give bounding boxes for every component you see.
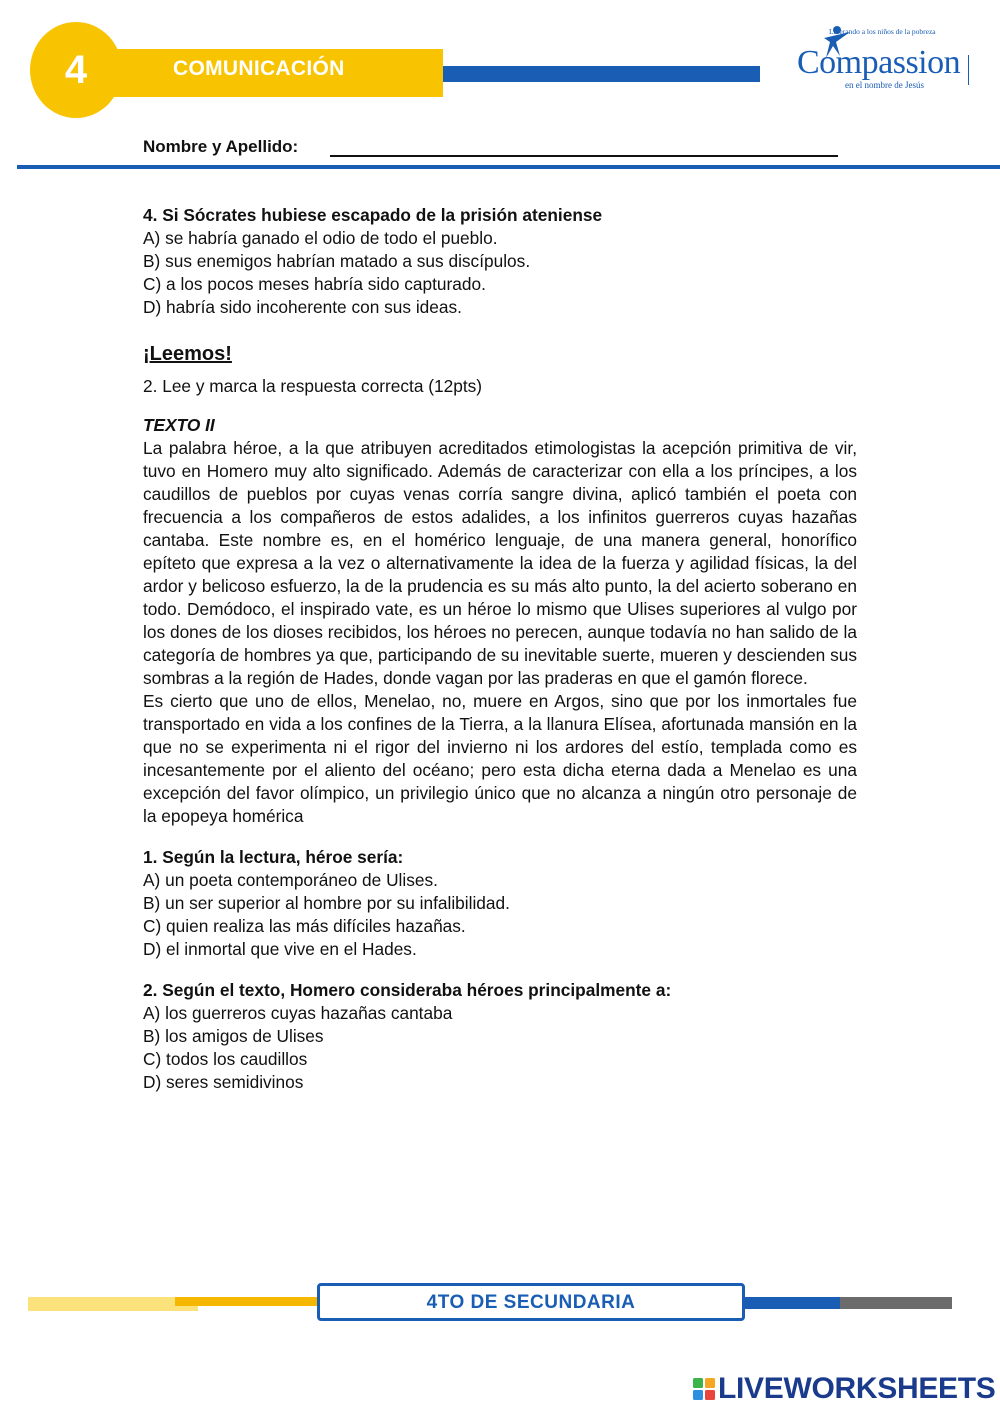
reading-question-1-text: . Según la lectura, héroe sería: <box>152 847 404 867</box>
worksheet-content <box>143 204 857 1094</box>
logo-subtitle: en el nombre de Jesús <box>845 80 924 90</box>
reading-question-1-option-b[interactable]: B) un ser superior al hombre por su infalibilidad. <box>143 893 510 913</box>
footer-grade-label: 4TO DE SECUNDARIA <box>426 1292 636 1313</box>
question-4 <box>143 204 857 319</box>
reading-question-1-prompt <box>143 846 857 869</box>
reading-question-2-option-d[interactable]: D) seres semidivinos <box>143 1072 304 1092</box>
text-title: TEXTO II <box>143 415 215 435</box>
footer-accent-light-yellow <box>28 1297 198 1311</box>
reading-question-2-text: . Según el texto, Homero consideraba héroes principalmente a: <box>152 980 672 1000</box>
unit-number: 4 <box>64 48 88 92</box>
subject-title: COMUNICACIÓN <box>173 57 345 80</box>
reading-instruction: 2. Lee y marca la respuesta correcta (12pts) <box>143 376 483 396</box>
reading-question-2-option-b[interactable]: B) los amigos de Ulises <box>143 1026 324 1046</box>
liveworksheets-brand: LIVEWORKSHEETS <box>718 1372 996 1405</box>
footer-accent-yellow <box>175 1297 320 1306</box>
question-4-prompt: 4. Si Sócrates hubiese escapado de la prisión ateniense <box>143 205 603 225</box>
question-4-option-d[interactable]: D) habría sido incoherente con sus ideas. <box>143 297 462 317</box>
footer-accent-gray <box>840 1297 952 1309</box>
reading-question-1-option-c[interactable]: C) quien realiza las más difíciles hazañas. <box>143 916 466 936</box>
reading-paragraph-1: La palabra héroe, a la que atribuyen acreditados etimologistas la acepción primitiva de vir, tuvo en Homero muy alto significado. Además de caracterizar con ella a los príncipes, a los caudillos de pueblos por cuyas venas corría sangre divina, aplicó también el poeta con frecuencia a los compañeros de estos adalides, a los infinitos guerreros cuyas hazañas cantaba. Este nombre es, en el homérico lenguaje, de una manera general, honorífico epíteto que expresa a la vez o alternativamente la idea de la fuerza y agilidad físicas, la del ardor y belicoso esfuerzo, la de la prudencia es su más alto punto, la del acierto soberano en todo. Demódoco, el inspirado vate, es un héroe lo mismo que Ulises superiores al vulgo por los dones de los dioses recibidos, los héroes no perecen, aunque todavía no han salido de la categoría de hombres ya que, participando de su inevitable suerte, mueren y descienden sus sombras a la región de Hades, donde vagan por las praderas en que el gamón florece. <box>143 438 857 688</box>
logo-tagline: Liberando a los niños de la pobreza <box>829 27 936 36</box>
reading-question-1-option-a[interactable]: A) un poeta contemporáneo de Ulises. <box>143 870 438 890</box>
reading-question-1-number: 1 <box>143 847 153 867</box>
question-4-option-b[interactable]: B) sus enemigos habrían matado a sus discípulos. <box>143 251 531 271</box>
reading-question-1-option-d[interactable]: D) el inmortal que vive en el Hades. <box>143 939 417 959</box>
name-label: Nombre y Apellido: <box>143 137 299 156</box>
footer-accent-blue <box>745 1297 842 1309</box>
header-divider <box>17 165 1000 169</box>
logo-divider <box>968 55 969 85</box>
header-accent-bar <box>443 66 760 82</box>
reading-question-2-number: 2 <box>143 980 153 1000</box>
reading-question-2 <box>143 979 857 1094</box>
liveworksheets-logo-icon <box>693 1378 715 1400</box>
section-heading: ¡Leemos! <box>143 343 232 365</box>
reading-paragraph-2: Es cierto que uno de ellos, Menelao, no, muere en Argos, sino que por los inmortales fue transportado en vida a los confines de la Tierra, a la llanura Elísea, afortunada mansión en la que no se experimenta ni el rigor del invierno ni los ardores del estío, templada como es incesantemente por el aliento del océano; pero esta dicha eterna dada a Menelao es una excepción del favor olímpico, un privilegio único que no alcanza a ningún otro personaje de la epopeya homérica <box>143 691 857 826</box>
reading-question-1 <box>143 846 857 961</box>
logo-wordmark: Compassion <box>797 44 961 81</box>
name-input-line[interactable] <box>330 155 838 157</box>
reading-question-2-option-a[interactable]: A) los guerreros cuyas hazañas cantaba <box>143 1003 453 1023</box>
reading-question-2-prompt <box>143 979 857 1002</box>
question-4-option-c[interactable]: C) a los pocos meses habría sido capturado. <box>143 274 486 294</box>
question-4-option-a[interactable]: A) se habría ganado el odio de todo el pueblo. <box>143 228 498 248</box>
reading-question-2-option-c[interactable]: C) todos los caudillos <box>143 1049 308 1069</box>
